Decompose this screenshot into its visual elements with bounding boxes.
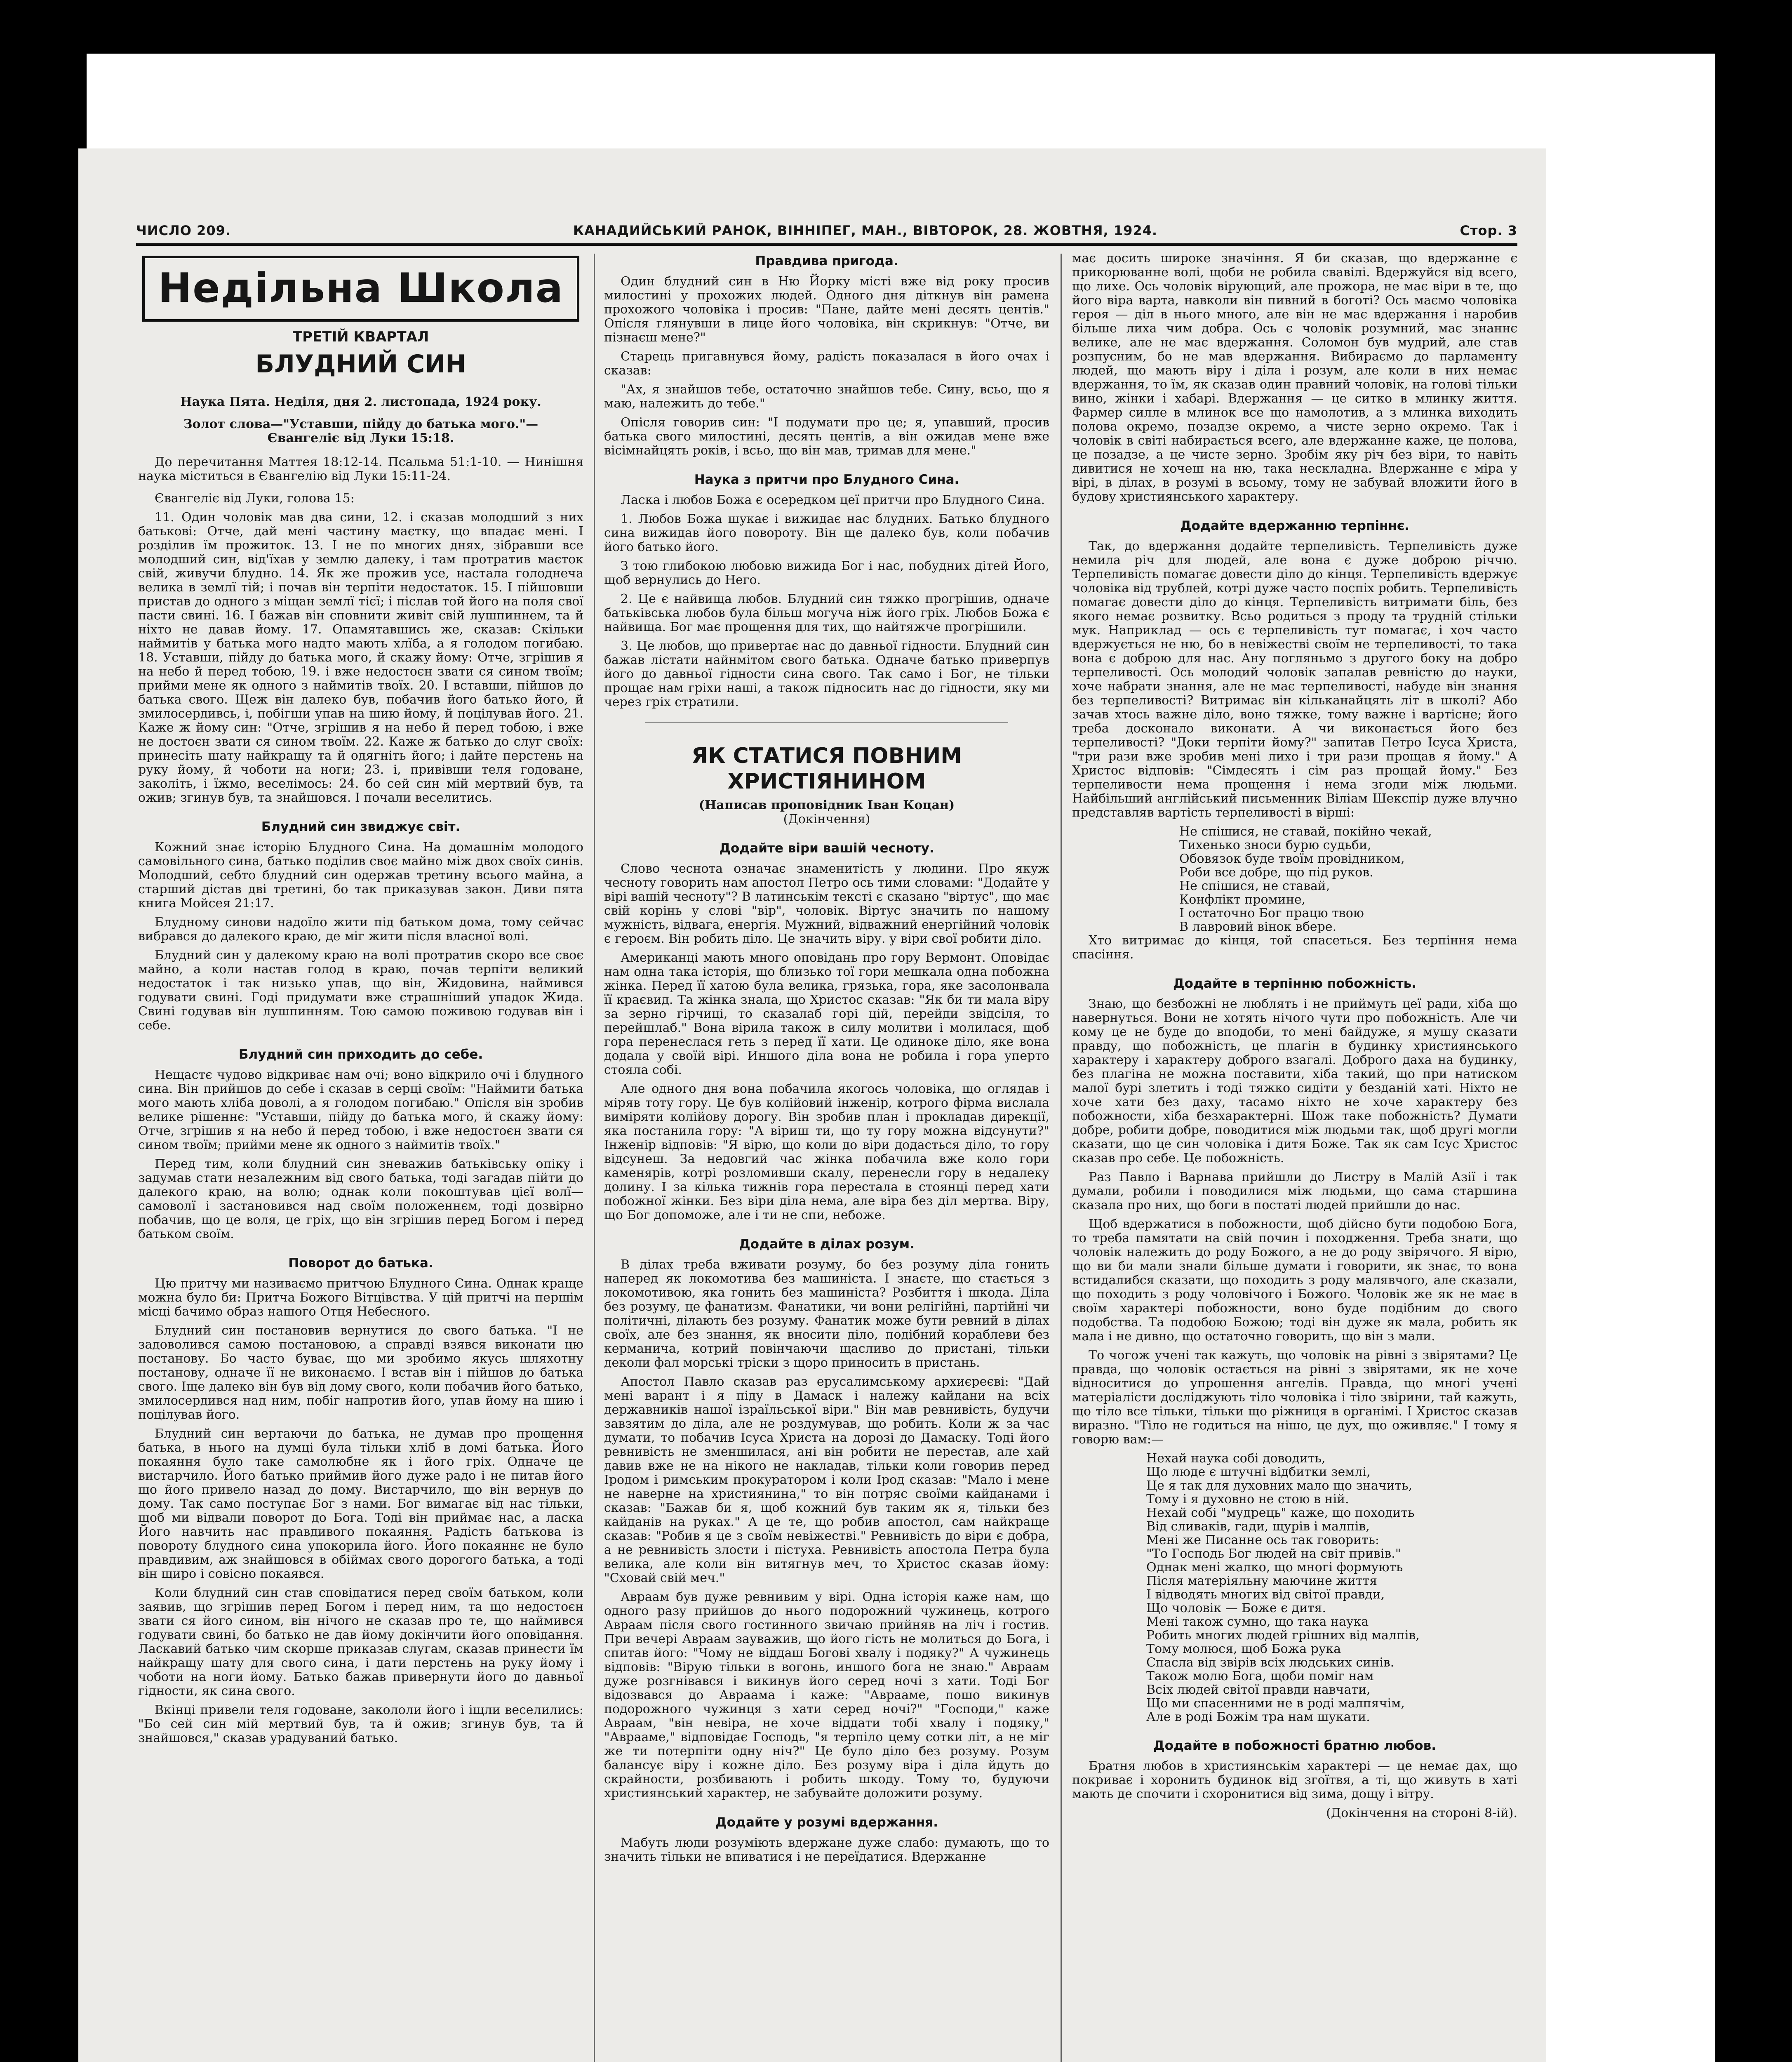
page-number: Стор. 3 (1460, 223, 1517, 238)
paragraph: Блудний син у далекому краю на волі протратив скоро все своє майно, а коли настав голод в краю, почав терпіти великий недостаток і так низько упав, що він, Жидовина, наймився годувати свині. Годі придумати вже страшніший упадок Жида. Свині годував він лушпинням. Тою самою поживою годував він і себе. (138, 948, 583, 1033)
paragraph: Авраам був дуже ревнивим у вірі. Одна історія каже нам, що одного разу прийшов до нього подорожний чужинець, котрого Авраам після свого гостинного звичаю прийняв на ліч і гостив. При вечері Авраам зауважив, що його гість не молиться до Бога, і спитав його: "Чому не віддаш Богові хвалу і подяку?" А чужинець відповів: "Вірую тільки в вогонь, иншого бога не знаю." Авраам дуже розгнівався і викинув його серед ночі з хати. Тоді Бог відозвався до Авраама і каже: "Аврааме, пошо викинув подорожного чужинця з хати серед ночі?" "Господи," каже Авраам, "він невіра, не хоче віддати тобі хвалу і подяку," "Аврааме," відповідає Господь, "я терпіло цему сотки літ, а не міг же ти потерпіти одну ніч?" Це було діло без розуму. Розум балансує віру і кожне діло. Без розуму віра і діла йдуть до скрайности, розбивають і робить шкоду. Тому то, будуючи християнський характер, не забувайте доложити розуму. (604, 1590, 1049, 1801)
paragraph: 3. Це любов, що привертає нас до давньої гідности. Блудний син бажав лістати найнмітом свого батька. Одначе батько приверпув його до давньої гідности сина свого. Так само і Бог, не тільки прощає нам гріхи наші, а також підносить нас до гідности, яку ми через гріх стратили. (604, 639, 1049, 709)
verse-line: Тому і я духовно не стою в ній. (1146, 1492, 1349, 1506)
lesson-line: Наука Пята. Неділя, дня 2. листопада, 1924 року. (180, 395, 541, 409)
verse-line: І відводять многих від світої правди, (1146, 1587, 1385, 1602)
poem-verse-2 (1146, 1452, 1517, 1724)
paragraph: Блудному синови надоїло жити під батьком дома, тому сейчас вибрався до далекого краю, де міг жити після власної волі. (138, 915, 583, 944)
verse-line: Обовязок буде твоїм провідником, (1179, 852, 1405, 866)
column-separator-1 (594, 254, 595, 2062)
lesson-title: БЛУДНИЙ СИН (255, 350, 466, 379)
continuation-note: (Докінчення) (783, 812, 870, 826)
verse-line: Не спішися, не ставай, (1179, 879, 1330, 893)
section-heading: Правдива пригода. (755, 254, 898, 268)
section-heading: Додайте віри вашій чесноту. (719, 841, 934, 856)
poem-verse-1 (1179, 825, 1517, 934)
verse-line: В лавровий вінок вбере. (1179, 920, 1337, 934)
paragraph: То чогож учені так кажуть, що чоловік на рівні з звірятами? Це правда, що чоловік остається на рівні з звірятами, як не хоче відноситися до упрошення ангелів. Правда, що многі учені матеріалісти досліджують тіло чоловіка і тіло звірини, тай кажуть, що тіло все тільки, тільки що ріжниця в органімі. І Христос сказав виразно. "Тіло не годиться на нішо, це дух, що оживляє." І тому я говорю вам:— (1072, 1348, 1517, 1447)
verse-line: Однак мені жалко, що многі формують (1146, 1560, 1403, 1575)
section-heading: Додайте в терпінню побожність. (1173, 976, 1417, 991)
masthead-title: КАНАДИЙСЬКИЙ РАНОК, ВІННІПЕГ, МАН., ВІВТОРОК, 28. ЖОВТНЯ, 1924. (573, 223, 1158, 238)
golden-text: Золот слова—"Уставши, пійду до батька мого."— Євангеліє від Луки 15:18. (183, 417, 539, 445)
paragraph: Цю притчу ми називаємо притчою Блудного Сина. Однак краще можна було би: Притча Божого Вітцівства. У цій притчі на першім місці бачимо образ нашого Отця Небесного. (138, 1276, 583, 1319)
paragraph: Перед тим, коли блудний син зневажив батьківську опіку і задумав стати незалежним від свого батька, тоді загадав пійти до далекого краю, на волю; однак коли покоштував цієї волї—самоволї і застановився над своїм положеннєм, тоді дозвірно побачив, що це воля, це гріх, що він згрішив перед Богом і перед батьком своїм. (138, 1157, 583, 1241)
section-heading: Додайте вдержанню терпіннє. (1180, 518, 1409, 533)
paragraph: Опісля говорив син: "І подумати про це; я, упавший, просив батька свого милостині, десять центів, а він ожидав мене вже вісімнайцять років, і всьо, що він мав, тримав для мене." (604, 415, 1049, 458)
paragraph: Ласка і любов Божа є осередком цеї притчи про Блудного Сина. (621, 493, 1045, 507)
paragraph: 1. Любов Божа шукає і вижидає нас блудних. Батько блудного сина вижидав його повороту. Він ще далеко був, коли побачив його батько його. (604, 512, 1049, 554)
quarter-label: ТРЕТІЙ КВАРТАЛ (292, 329, 429, 345)
verse-line: Тихенько зноси бурю судьби, (1179, 838, 1371, 852)
column-2 (604, 252, 1049, 1869)
verse-line: Що ми спасенними не в роді малпячім, (1146, 1696, 1405, 1711)
page-header (136, 223, 1517, 239)
paragraph: Блудний син вертаючи до батька, не думав про прощення батька, в нього на думці була тільки хліб в домі батька. Його покаяння було таке самолюбне як і його гріх. Одначе це вистарчило. Його батько приймив його дуже радо і не питав його що його привело назад до дому. Вистарчило, що він вернув до дому. Так само поступає Бог з нами. Бог вимагає від нас тільки, щоб ми відвали поворот до Бога. Тоді він приймає нас, а ласка Його навчить нас правдивого покаяння. Радість батькова із повороту блудного сина упокорила його. Його покаяннє не було правдивим, аж знайшовся в обіймах свого дорогого батька, а тоді він щиро і совісно покаявся. (138, 1426, 583, 1581)
section-heading: Додайте в ділах розум. (739, 1237, 915, 1252)
verse-line: Спасла від звірів всіх людських синів. (1146, 1655, 1395, 1670)
section-heading: Додайте в побожності братню любов. (1153, 1738, 1436, 1753)
byline: (Написав проповідник Іван Коцан) (698, 798, 955, 812)
paragraph: Коли блудний син став сповідатися перед своїм батьком, коли заявив, що згрішив перед Богом і перед ним, та що недостоєн звати ся його сином, він нічого не сказав про те, що наймився годувати свині, бо батько не дав йому докінчити його оповідання. Ласкавий батько чим скорше приказав слугам, сказав принести їм найкращу шату для свого сина, і дати перстень на руку йому і чоботи на ноги йому. Батько бажав привернути його до давньої гідности, як сина свого. (138, 1586, 583, 1698)
verse-line: Нехай наука собі доводить, (1146, 1451, 1326, 1466)
verse-line: Від сливаків, гади, щурів і малпів, (1146, 1519, 1370, 1534)
divider (645, 722, 1008, 723)
sunday-school-title: Недільна Школа (142, 256, 579, 322)
reading-reference: До перечитання Маттея 18:12-14. Псальма 51:1-10. — Нинішня наука міститься в Євангелію від Луки 15:11-24. (138, 455, 583, 483)
section-heading: Блудний син приходить до себе. (238, 1047, 483, 1062)
verse-line: Мені також сумно, що така наука (1146, 1615, 1369, 1629)
verse-line: Але в роді Божім тра нам шукати. (1146, 1710, 1370, 1724)
paragraph: Знаю, що безбожні не люблять і не приймуть цеї ради, хіба що навернуться. Вони не хотять нічого чути про побожність. Але чи кому це не буде до вподоби, то мені байдуже, я мушу сказати правду, що побожність, це плагін в будинку християнського характеру і характеру доброго взагалі. Доброго даха на будинку, без плагіна не можна поставити, хіба такий, що при натиском малої бурі злетить і тоді тяжко сидіти у безданій хаті. Ніхто не хоче хати без даху, тасамо ніхто не хоче характеру без побожности, хіба безхарактерні. Шож таке побожність? Думати добре, робити добре, поводитися між людьми так, щоб другі могли сказати, що це син чоловіка і дитя Боже. Так як сам Ісус Христос сказав про себе. Це побожність. (1072, 997, 1517, 1165)
paragraph: Мабуть люди розуміють вдержане дуже слабо: думають, що то значить тільки не впиватися і не переїдатися. Вдержанне (604, 1836, 1049, 1864)
issue-number: ЧИСЛО 209. (136, 223, 231, 238)
verse-line: Робить многих людей грішних від малпів, (1146, 1628, 1420, 1643)
footnote: (Докінчення на стороні 8-ій). (1326, 1806, 1517, 1820)
paragraph: Блудний син постановив вернутися до свого батька. "І не задоволився самою постановою, а справді взявся виконати цю постанову. Бо часто буває, що ми зробимо якусь шляхотну постанову, одначе її не виконаємо. І встав він і пійшов до батька свого. Іще далеко він був від дому свого, коли побачив його батько, змилосердився над ним, побіг напротив його, упав йому на шию і поцілував його. (138, 1323, 583, 1422)
paragraph: 2. Це є найвища любов. Блудний син тяжко прогрішив, одначе батьківська любов була більш могуча ніж його гріх. Любов Божа є найвища. Бог має прощення для тих, що найтяжче прогрішили. (604, 592, 1049, 634)
verse-line: Тому молюся, щоб Божа рука (1146, 1642, 1341, 1656)
section-heading: Наука з притчи про Блудного Сина. (694, 472, 959, 487)
paragraph: Слово чеснота означає знаменитість у людини. Про якуж чесноту говорить нам апостол Петро ось тими словами: "Додайте у вірі вашій чесноту"? В латинськім тексті є сказано "віртус", що має свій корінь у слові "вір", чоловік. Віртус значить по нашому мужність, відвага, енергія. Мужний, відважний енергійний чоловік є героєм. Він робить діло. Це значить віру. у віри свої робити діло. (604, 862, 1049, 946)
paragraph: Американці мають много оповідань про гору Вермонт. Оповідає нам одна така історія, що близько тої гори мешкала одна побожна жінка. Перед її хатою була велика, грязька, гора, яке засолонвала її краєвид. Та жінка знала, що Христос сказав: "Як би ти мала віру за зерно гірчиці, то сказалаб горі цій, перейди звідсіля, то перейшлаб." Вона вірила також в силу молитви і молилася, щоб гора перенеслася геть з перед її хати. Це одиноке діло, яке вона додала у своїй вірі. Иншого діла вона не робила і гора уперто стояла собі. (604, 951, 1049, 1077)
paragraph: Апостол Павло сказав раз ерусалимському архиєреєві: "Дай мені варант і я піду в Дамаск і належу кайдани на всіх державників нашої ізраїльської віри." Він мав ревнивість, будучи завзятим до діла, але не роздумував, що робить. Коли ж за час думати, то побачив Ісуса Христа на дорозі до Дамаску. Тоді його ревнивість не зменшилася, ані він робити не перестав, але хай давив вже не на нікого не накладав, тільки коли говорив перед Іродом і римським прокуратором і коли Ірод сказав: "Мало і мене не наверне на християнина," то він потряс своїми кайданами і сказав: "Бажав би я, щоб кожний був таким як я, тільки без кайданів на руках." А це те, що робив апостол, сам найкраще сказав: "Робив я це з своїм невіжестві." Ревнивість до віри є добра, а не ревнивість злости і пістуха. Ревнивість апостола Петра була велика, але коли він витягнув меч, то Христос сказав йому: "Сховай свій меч." (604, 1375, 1049, 1585)
article-title: ЯК СТАТИСЯ ПОВНИМ ХРИСТІЯНИНОМ (691, 744, 962, 794)
section-heading: Поворот до батька. (288, 1256, 433, 1271)
paragraph: Вкінці привели теля годоване, закололи його і іщли веселились: "Бо сей син мій мертвий був, та й ожив; згинув був, та й знайшовся," сказав урадуваний батько. (138, 1703, 583, 1745)
paragraph: Один блудний син в Ню Йорку місті вже від року просив милостині у прохожих людей. Одного дня діткнув він рамена прохожого чоловіка і просив: "Пане, дайте мені десять центів." Опісля глянувши в лице його чоловіка, він скрикнув: "Отче, ви пізнаєш мене?" (604, 274, 1049, 345)
verse-line: Що чоловік — Боже є дитя. (1146, 1601, 1326, 1615)
header-rule (136, 243, 1517, 246)
verse-line: Також молю Бога, щоби поміг нам (1146, 1669, 1374, 1683)
paragraph: "Ах, я знайшов тебе, остаточно знайшов тебе. Сину, всьо, що я маю, належить до тебе." (604, 382, 1049, 411)
paragraph: Так, до вдержання додайте терпеливість. Терпеливість дуже немила річ для людей, але вона є дуже доброю річчю. Терпеливість помагає довести діло до кінця. Терпеливість вдержує чоловіка від трублей, котрі дуже часто поспіх робить. Терпеливість помагає довести діло до кінця. Терпеливість витримати біль, без якого немає розвитку. Всьо родиться з проду та трудній стільки мук. Наприклад — ось є терпеливість тут помагає, і хоч часто вдержується не ню, бо в невіжестві своїм не терпеливості, то така вона є доброю для нас. Ану погляньмо з другого боку на добро терпеливості. Ось молодий чоловік запалав ревністю до науки, хоче набрати знання, але не має терпеливості, набуде він знання без терпеливості? Витримає він кільканайцять літ в школі? Або зачав хтось важне діло, воно тяжке, тому важне і вартісне; його треба досконало виконати. А чи виконається його без терпеливості? "Доки терпіти йому?" запитав Петро Ісуса Христа, "три рази вже зробив мені лихо і три рази прощав я йому." А Христос відповів: "Сімдесять і сім раз прощай йому." Без терпеливости нема прощення і нема згоди між людьми. Найбільший англійський письменник Віліам Шекспір дуже влучно представляв вартість терпеливості в вірші: (1072, 539, 1517, 820)
verse-line: Роби все добре, що під руков. (1179, 865, 1373, 880)
verse-line: Що люде є штучні відбитки землі, (1146, 1465, 1371, 1479)
column-separator-2 (1061, 254, 1062, 2062)
verse-line: "То Господь Бог людей на світ привів." (1146, 1546, 1401, 1561)
paragraph: Але одного дня вона побачила якогось чоловіка, що оглядав і міряв тоту гору. Це був колійовий інженір, котрого фірма вислала виміряти колійову дорогу. Він зробив план і прокладав дирекції, яка постанила гору: "А віриш ти, що ту гору можна відсунути?" Інженір відповів: "Я вірю, що коли до віри додасться діло, то гору відсунеш. За недовгий час жінка побачила вже коло гори каменярів, котрі розломивши скалу, перенесли гору в недалеку долину. І за кількa тижнів гора перестала в стоянці перед хати побожної жінки. Без віри діла нема, але віра без діл мертва. Віру, що Бог допоможе, але і ти не спи, небоже. (604, 1082, 1049, 1222)
verse-line: І остаточно Бог працю твою (1179, 906, 1364, 920)
paragraph: Кожний знає історію Блудного Сина. На домашнім молодого самовільного сина, батько поділив своє майно між двох своїх синів. Молодший, себто блудний син одержав третину всього майна, а старший дістав дві третині, бо так приказував закон. Диви пята книга Мойсея 21:17. (138, 840, 583, 911)
paragraph: має досить широке значіння. Я би сказав, що вдержанне є прикорюванне волі, щоби не робила свавілі. Вдержуйся від всего, що лихе. Ось чоловік вірующий, але прожора, не має віри в те, що його віра варта, навколи він пивний в боготі? Ось маємо чоловіка героя — діл в нього много, але він не має вдержання і наробив більше лиха чим добра. Ось є чоловік розумний, має знаннє велике, але не має вдержання. Соломон був мудрий, але став розпусним, бо не мав вдержання. Вибираємо до парламенту людей, що мають віру і діла і розум, але коли в них немає вдержання, то їм, як сказав один правний чоловік, на голові тільки вино, жінки і хабарі. Вдержання — це ситко в млинку життя. Фармер силле в млинок все що намолотив, а з млинка виходить полова окремо, позадзе окремо, а чисте зерно окремо. Так і чоловік в світі набирається всего, але вдержанне каже, це полова, це позадзе, а це чисте зерно. Зробім яку річ без віри, то навіть дивитися не хочеш на ню, така нескладна. Вдержанне є міра у вірі, в ділах, в розумі в всьому, тому не забувай вложити його в будову християнського характеру. (1072, 251, 1517, 504)
verse-line: Всіх людей світої правди навчати, (1146, 1683, 1371, 1697)
verse-line: Конфлікт проминe, (1179, 892, 1306, 907)
column-3 (1072, 252, 1517, 1820)
gospel-reference: Євангеліє від Луки, голова 15: (155, 491, 355, 506)
verse-line: Після матеріяльну маючине життя (1146, 1574, 1378, 1588)
paragraph: З тою глибокою любовю вижида Бог і нас, побудних дітей Його, щоб вернулись до Него. (604, 559, 1049, 587)
paragraph: Братня любов в християнськім характері — це немає дах, що покриває і хоронить будинок від згоїтвя, а ті, що живуть в хаті мають де спочити і схоронитися від зима, дощу і вітру. (1072, 1759, 1517, 1801)
paragraph: Щоб вдержатися в побожности, щоб дійсно бути подобою Бога, то треба памятати на свій почин і походження. Треба знати, що чоловік належить до роду Божого, а не до роду звірячого. Я вірю, що ви би мали знали більше думати і говорити, як знає, то вона встидалибся сказати, що походить з роду малявчого, але сказали, що походить з роду чоловічого і Божого. Чоловік же як не має в своїм характері побожности, воно буде подібним до свого подобства. Та подобою Божою; тоді він дуже як мала, робить як мала і не дивно, що остаточно говорить, що він з мали. (1072, 1217, 1517, 1344)
paragraph: Хто витримає до кінця, той спасеться. Без терпіння нема спасіння. (1072, 933, 1517, 962)
paragraph: В ділах треба вживати розуму, бо без розуму діла гонить наперед як локомотива без машиніста. І знаєте, що стається з локомотивою, яка гонить без машиніста? Розбиття і шкода. Діла без розуму, це фанатизм. Фанатики, чи вони релігійні, партійні чи політичні, ділають без розуму. Фанатик може бути ревний в ділах своїх, але без знання, як вносити діло, подібний кораблеви без керманича, котрий повінчаючи щасливо до пристані, тільки деколи фал морські тріски з щоро приносить в пристань. (604, 1257, 1049, 1370)
verse-line: Нехай собі "мудрець" каже, що походить (1146, 1506, 1415, 1520)
verse-line: Не спішися, не ставай, покійно чекай, (1179, 824, 1432, 839)
section-heading: Додайте у розумі вдержання. (715, 1815, 938, 1830)
scripture-text: 11. Один чоловік мав два сини, 12. і сказав молодший з них батькові: Отче, дай мені частину маєтку, що впадає мені. І розділив їм прожиток. 13. І не по многих днях, зібравши все молодший син, від'їхав у землю далеку, і там протратив маєток свій, живучи блудно. 14. Як же прожив усе, настала голоднеча велика в землї тій; і почав він терпіти недостаток. 15. І пійшовши пристав до одного з міщан землї тієї; і післав той його на поля свої пасти свині. 16. І бажав він сповнити живіт свій лушпиннем, та й ніхто не давав йому. 17. Опамятавшись же, сказав: Скільки наймитів у батька мого надто мають хлїба, а я голодом погибаю. 18. Уставши, пійду до батька мого, й скажу йому: Отче, згрішив я на небо й перед тобою, 19. і вже недостоєн звати ся сином твоїм; прийми мене як одного з наймитів твоїх. 20. І вставши, пійшов до батька свого. Щеж він далеко був, побачив його батько його, й змилосердивсь, і, побігши упав на шию йому, й поцілував його. 21. Каже ж йому син: "Отче, згрішив я на небо й перед тобою, і вже не достоєн звати ся сином твоїм. 22. Каже ж батько до слуг своїх: принесіть шату найкращу та й одягніть його; і дайте перстень на руку йому, й чоботи на ноги; 23. і, привівши теля годоване, заколіть, і їжмо, веселімось: 24. бо сей син мій мертвий був, та ожив; згинув був, та знайшовся. І почали веселитись. (138, 510, 583, 805)
section-heading: Блудний син звиджує світ. (261, 819, 461, 834)
paragraph: Нещастє чудово відкриває нам очі; воно відкрило очі і блудного сина. Він прийшов до себе і сказав в серці своїм: "Наймити батька мого мають хліба доволі, а я голодом погибаю." Опісля він зробив велике рішеннє: "Уставши, пійду до батька мого, й скажу йому: Отче, згрішив я на небо й перед тобою, і вже недостоєн звати ся сином твоїм; прийми мене як одного з наймитів твоїх." (138, 1068, 583, 1152)
verse-line: Це я так для духовних мало що значить, (1146, 1478, 1413, 1493)
verse-line: Мені же Писанне ось так говорить: (1146, 1533, 1380, 1547)
paragraph: Старець пригавнувся йому, радість показалася в його очах і сказав: (604, 349, 1049, 378)
column-1 (138, 252, 583, 1750)
paragraph: Раз Павло і Варнава прийшли до Листру в Малій Азії і так думали, робили і поводилися між людьми, що сама старшина сказала про них, що боги в постаті людей прийшли до нас. (1072, 1170, 1517, 1212)
